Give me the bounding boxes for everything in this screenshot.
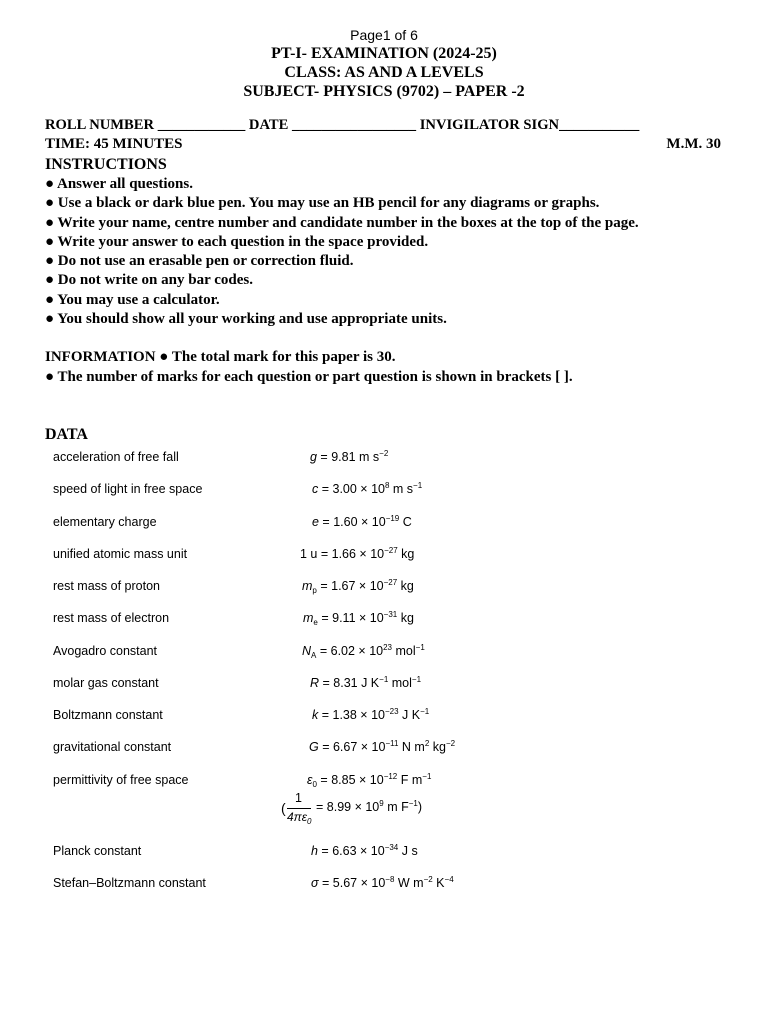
data-row-label: rest mass of proton xyxy=(53,579,160,593)
exam-title: PT-I- EXAMINATION (2024-25) xyxy=(271,45,497,62)
data-row-value: 1 $u = 1.66 \times 10^{-27}$ kg xyxy=(300,546,415,561)
data-row-label: acceleration of free fall xyxy=(53,450,179,464)
roll-date-sign-line: ROLL NUMBER ____________ DATE _________________ INVIGILATOR SIGN___________ xyxy=(45,117,640,133)
data-row-value: $m_e = 9.11 \times 10^{-31}$ kg xyxy=(303,610,414,627)
data-row-value: $m_p = 1.67 \times 10^{-27}$ kg xyxy=(302,578,414,595)
data-row-value: $k = 1.38 \times 10^{-23}$ J $K^{-1}$ xyxy=(312,707,430,722)
data-row-value: $\sigma = 5.67 \times 10^{-8}$ W $m^{-2}$ $K^{-4}$ xyxy=(311,875,454,890)
fraction-numerator: 1 xyxy=(295,791,302,805)
fraction-bar xyxy=(287,808,311,809)
data-row-value: $\varepsilon_0 = 8.85 \times 10^{-12}$ F $m^{-1}$ xyxy=(307,772,432,789)
instruction-item: ● Do not write on any bar codes. xyxy=(45,272,253,288)
information-line: ● The number of marks for each question or part question is shown in brackets [ ]. xyxy=(45,369,573,385)
data-row-value: $e = 1.60 \times 10^{-19}$ C xyxy=(312,514,412,529)
data-row-value: $c = 3.00 \times 10^8$ m $s^{-1}$ xyxy=(312,481,423,496)
page-number: Page1 of 6 xyxy=(350,27,418,43)
data-row-label: unified atomic mass unit xyxy=(53,547,188,561)
instruction-item: ● Answer all questions. xyxy=(45,176,193,192)
subject-title: SUBJECT- PHYSICS (9702) – PAPER -2 xyxy=(243,83,525,100)
instructions-heading: INSTRUCTIONS xyxy=(45,156,167,173)
fraction-denominator: $4\pi\varepsilon_0$ xyxy=(287,810,312,826)
class-title: CLASS: AS AND A LEVELS xyxy=(284,64,484,81)
data-row-label: rest mass of electron xyxy=(53,611,170,625)
data-heading: DATA xyxy=(45,426,88,443)
time-label: TIME: 45 MINUTES xyxy=(45,136,183,152)
data-row-value: g = 9.81 m $s^{-2}$ xyxy=(310,449,389,464)
data-row-value: R = 8.31 J $K^{-1}$ mol$^{-1}$ xyxy=(310,675,422,690)
instruction-item: ● Use a black or dark blue pen. You may use an HB pencil for any diagrams or graphs. xyxy=(45,195,600,211)
data-row-label: permittivity of free space xyxy=(53,773,189,787)
max-marks: M.M. 30 xyxy=(666,136,721,152)
data-row-label: Boltzmann constant xyxy=(53,708,163,722)
data-row-label: molar gas constant xyxy=(53,676,159,690)
data-row-label: Stefan–Boltzmann constant xyxy=(53,876,206,890)
data-row-label: Avogadro constant xyxy=(53,644,158,658)
data-row-label: speed of light in free space xyxy=(53,482,203,496)
data-row-label: Planck constant xyxy=(53,844,142,858)
coulomb-constant-value: = $8.99 \times 10^9$ m $F^{-1}$) xyxy=(316,799,423,814)
data-row-value: $h = 6.63 \times 10^{-34}$ J s xyxy=(311,843,418,858)
data-row-value: $N_A = 6.02 \times 10^{23}$ mol$^{-1}$ xyxy=(302,643,425,660)
instruction-item: ● Write your answer to each question in the space provided. xyxy=(45,234,429,250)
instruction-item: ● You may use a calculator. xyxy=(45,292,220,308)
instruction-item: ● Write your name, centre number and candidate number in the boxes at the top of the page. xyxy=(45,215,639,231)
information-line: INFORMATION ● The total mark for this paper is 30. xyxy=(45,349,396,365)
instruction-item: ● You should show all your working and use appropriate units. xyxy=(45,311,447,327)
data-row-value: $G = 6.67 \times 10^{-11}$ N $m^2$ $kg^{-2}$ xyxy=(309,739,456,754)
data-row-label: elementary charge xyxy=(53,515,157,529)
open-paren: ( xyxy=(281,800,286,816)
data-row-label: gravitational constant xyxy=(53,740,172,754)
instruction-item: ● Do not use an erasable pen or correction fluid. xyxy=(45,253,354,269)
